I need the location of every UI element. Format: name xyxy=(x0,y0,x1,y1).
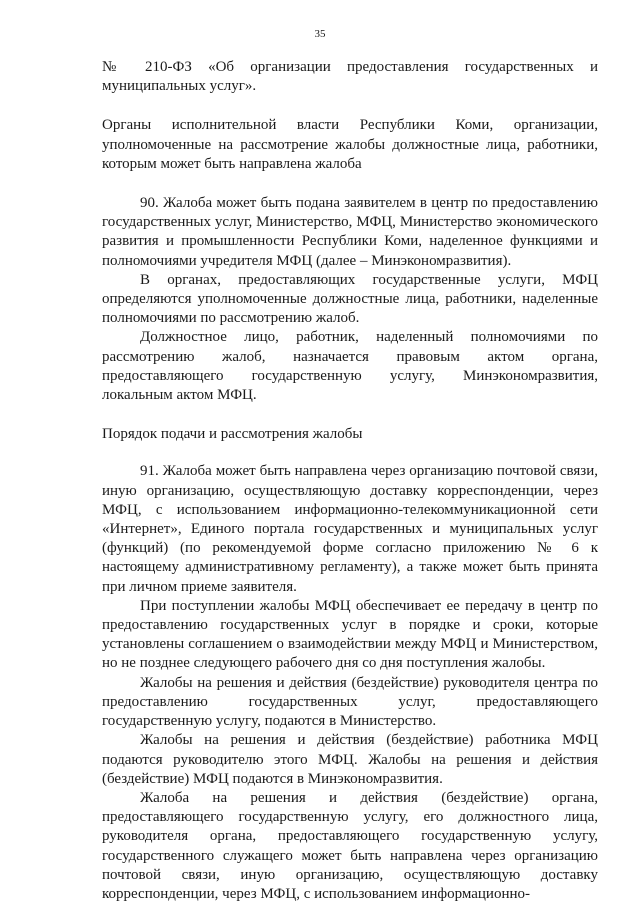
paragraph-head-complaints: Жалобы на решения и действия (бездействие) руководителя центра по предоставлению государственных услуг, предоставляющего государственную услугу, подаются в Министерство. xyxy=(102,674,598,730)
paragraph-authorized-officials: В органах, предоставляющих государственные услуги, МФЦ определяются уполномоченные должностные лица, работники, наделенные полномочиями по рассмотрению жалоб. xyxy=(102,271,598,327)
section-heading-complaint-procedure: Порядок подачи и рассмотрения жалобы xyxy=(102,426,363,443)
section-heading-complaint-bodies: Органы исполнительной власти Республики Коми, организации, уполномоченные на рассмотрение жалобы должностные лица, работники, которым может быть направлена жалоба xyxy=(102,117,598,172)
paragraph-mfc-transfer: При поступлении жалобы МФЦ обеспечивает ее передачу в центр по предоставлению государственных услуг в порядке и сроки, которые установлены соглашением о взаимодействии между МФЦ и Министерством, но не позднее следующего рабочего дня со дня поступления жалобы. xyxy=(102,597,598,672)
paragraph-91: 91. Жалоба может быть направлена через организацию почтовой связи, иную организацию, осуществляющую доставку корреспонденции, через МФЦ, с использованием информационно-телекоммуникационной сети «Интернет», Единого портала государственных и муниципальных услуг (функций) (по рекомендуемой форме согласно приложению № 6 к настоящему административному регламенту), а также может быть принята при личном приеме заявителя. xyxy=(102,463,598,595)
document-body xyxy=(102,58,598,904)
paragraph-law-reference: № 210-ФЗ «Об организации предоставления государственных и муниципальных услуг». xyxy=(102,59,598,95)
paragraph-90: 90. Жалоба может быть подана заявителем в центр по предоставлению государственных услуг, Министерство, МФЦ, Министерство экономического развития и промышленности Республики Коми, наделенное функциями и полномочиями учредителя МФЦ (далее – Минэкономразвития). xyxy=(102,195,598,269)
paragraph-appointment: Должностное лицо, работник, наделенный полномочиями по рассмотрению жалоб, назначается правовым актом органа, предоставляющего государственную услугу, Минэкономразвития, локальным актом МФЦ. xyxy=(102,329,598,404)
paragraph-authority-complaints: Жалоба на решения и действия (бездействие) органа, предоставляющего государственную услугу, его должностного лица, руководителя органа, предоставляющего государственную услугу, государственного служащего может быть направлена через организацию почтовой связи, иную организацию, осуществляющую доставку корреспонденции, через МФЦ, с использованием информационно- xyxy=(102,789,598,902)
paragraph-mfc-worker-complaints: Жалобы на решения и действия (бездействие) работника МФЦ подаются руководителю этого МФЦ. Жалобы на решения и действия (бездействие) МФЦ подаются в Минэкономразвития. xyxy=(102,732,598,787)
page-number: 35 xyxy=(314,28,326,40)
